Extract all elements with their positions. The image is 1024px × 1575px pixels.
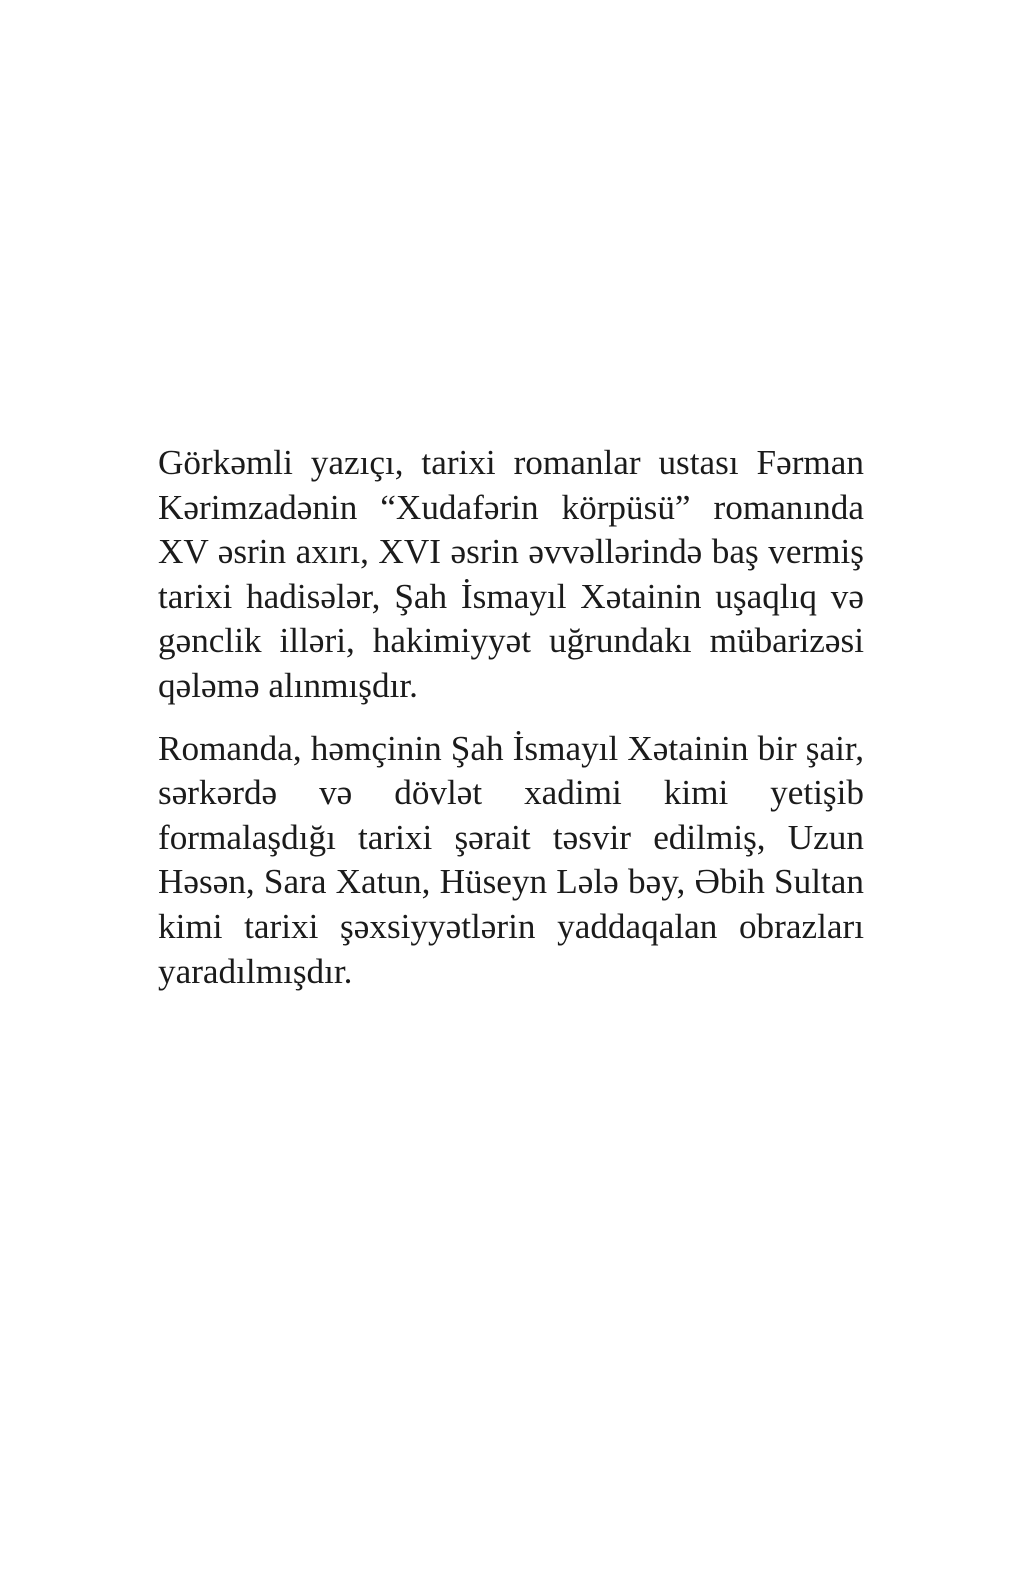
annotation-text: [158, 441, 864, 994]
paragraph-intro: Görkəmli yazıçı, tarixi romanlar ustası Fərman Kərimzadənin “Xudafərin körpüsü” romanında XV əsrin axırı, XVI əsrin əvvəllərində baş vermiş tarixi hadisələr, Şah İsmayıl Xətainin uşaqlıq və gənclik illəri, hakimiyyət uğrundakı mübarizəsi qələmə alınmışdır.: [158, 443, 864, 705]
paragraph-characters: Romanda, həmçinin Şah İsmayıl Xətainin bir şair, sərkərdə və dövlət xadimi kimi yetişib formalaşdığı tarixi şərait təsvir edilmiş, Uzun Həsən, Sara Xatun, Hüseyn Lələ bəy, Əbih Sultan kimi tarixi şəxsiyyətlərin yaddaqalan obrazları yaradılmışdır.: [158, 728, 864, 991]
